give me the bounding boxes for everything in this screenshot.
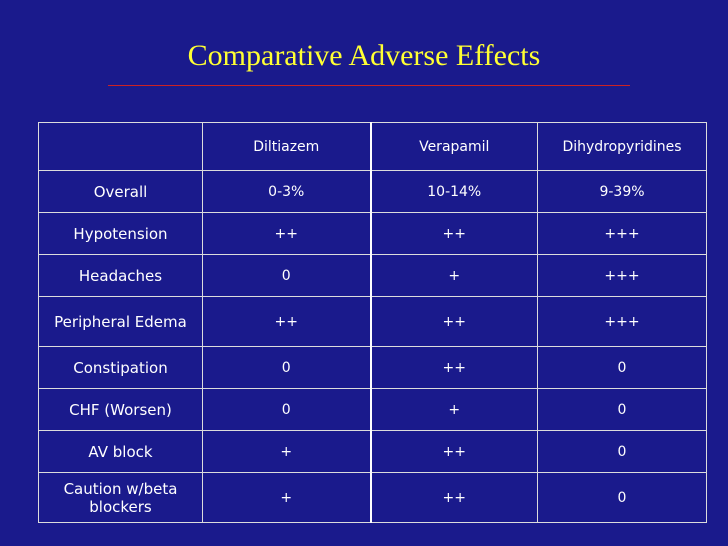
table-row [39, 389, 707, 431]
cell-verapamil: ++ [371, 297, 538, 347]
row-label: Hypotension [39, 213, 203, 255]
cell-dihydropyridines: 0 [538, 347, 707, 389]
cell-verapamil: + [371, 389, 538, 431]
cell-diltiazem: 0 [203, 255, 371, 297]
cell-dihydropyridines: +++ [538, 255, 707, 297]
table-row [39, 171, 707, 213]
table-row [39, 213, 707, 255]
cell-diltiazem: 0-3% [203, 171, 371, 213]
row-label: CHF (Worsen) [39, 389, 203, 431]
cell-dihydropyridines: +++ [538, 213, 707, 255]
row-label: Constipation [39, 347, 203, 389]
table-row [39, 297, 707, 347]
slide-title: Comparative Adverse Effects [187, 39, 541, 72]
cell-verapamil: ++ [371, 347, 538, 389]
adverse-effects-table [38, 122, 707, 523]
adverse-effects-table-container [38, 122, 706, 522]
table-header-row [39, 123, 707, 171]
row-label: Peripheral Edema [39, 297, 203, 347]
cell-verapamil: ++ [371, 431, 538, 473]
cell-dihydropyridines: 9-39% [538, 171, 707, 213]
table-row [39, 431, 707, 473]
row-label: Overall [39, 171, 203, 213]
title-underline [108, 85, 630, 86]
table-row [39, 347, 707, 389]
cell-dihydropyridines: 0 [538, 473, 707, 523]
cell-diltiazem: 0 [203, 347, 371, 389]
table-row [39, 255, 707, 297]
cell-diltiazem: ++ [203, 213, 371, 255]
cell-dihydropyridines: 0 [538, 389, 707, 431]
cell-verapamil: ++ [371, 473, 538, 523]
cell-verapamil: 10-14% [371, 171, 538, 213]
cell-diltiazem: + [203, 473, 371, 523]
row-label: Headaches [39, 255, 203, 297]
table-row [39, 473, 707, 523]
row-label: AV block [39, 431, 203, 473]
cell-diltiazem: ++ [203, 297, 371, 347]
row-label: Caution w/beta blockers [39, 473, 203, 523]
header-cell-verapamil: Verapamil [371, 123, 538, 171]
cell-diltiazem: 0 [203, 389, 371, 431]
header-cell-diltiazem: Diltiazem [203, 123, 371, 171]
cell-dihydropyridines: 0 [538, 431, 707, 473]
header-cell-empty [39, 123, 203, 171]
header-cell-dihydropyridines: Dihydropyridines [538, 123, 707, 171]
cell-verapamil: + [371, 255, 538, 297]
cell-verapamil: ++ [371, 213, 538, 255]
cell-dihydropyridines: +++ [538, 297, 707, 347]
cell-diltiazem: + [203, 431, 371, 473]
